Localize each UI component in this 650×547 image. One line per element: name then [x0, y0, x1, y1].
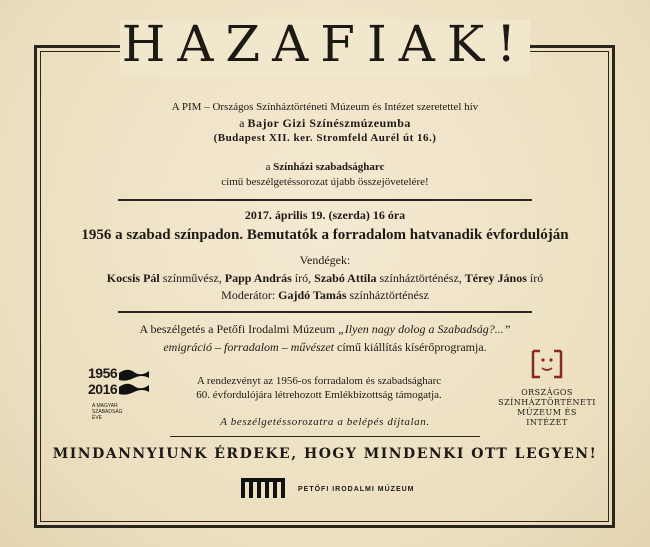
intro-line-1: A PIM – Országos Színháztörténeti Múzeum és Intézet szeretettel hív: [171, 101, 479, 113]
slogan: MINDANNYIUNK ÉRDEKE, HOGY MINDENKI OTT LEGYEN!: [52, 446, 598, 462]
program-prefix: A beszélgetés a Petőfi Irodalmi Múzeum: [139, 322, 336, 336]
intro-line-2: [0, 116, 650, 131]
year-bottom: 2016: [88, 381, 118, 397]
guest-name: Papp András: [224, 271, 292, 285]
exhibition-subtitle: emigráció – forradalom – művészet: [163, 340, 335, 354]
support-line-1: A rendezvényt az 1956-os forradalom és szabadságharc: [196, 375, 442, 387]
program-suffix: című kiállítás kísérőprogramja.: [337, 340, 487, 354]
guests-label: Vendégek:: [299, 253, 351, 267]
guest-role: író,: [294, 271, 312, 285]
moderator-role: színháztörténész: [349, 288, 429, 302]
pim-logo-icon: [239, 476, 291, 500]
guest-name: Kocsis Pál: [106, 271, 160, 285]
event-headline: 1956 a szabad színpadon. Bemutatók a forradalom hatvanadik évfordulóján: [81, 227, 569, 243]
venue-address: (Budapest XII. ker. Stromfeld Aurél út 16.): [213, 132, 437, 144]
series-line: [0, 161, 650, 173]
moderator-name: Gajdó Tamás: [278, 288, 347, 302]
series-name: Színházi szabadságharc: [273, 161, 385, 173]
divider-middle: [118, 311, 532, 313]
pim-logo-text: PETŐFI IRODALMI MÚZEUM: [298, 486, 415, 493]
venue-name: Bajor Gizi Színészmúzeumba: [247, 116, 411, 130]
museum-text-line: INTÉZET: [526, 418, 568, 427]
program-line-1: [0, 322, 650, 337]
moderator-label: Moderátor:: [221, 288, 276, 302]
guest-role: színháztörténész,: [379, 271, 462, 285]
divider-top: [118, 199, 532, 201]
guests-list: [0, 271, 650, 286]
guest-name: Térey János: [464, 271, 527, 285]
series-suffix: című beszélgetéssorozat újabb összejövetelére!: [221, 176, 429, 188]
intro-prefix: a: [239, 116, 245, 130]
museum-text-line: MÚZEUM ÉS: [517, 408, 577, 417]
year-top: 1956: [88, 365, 118, 381]
guest-name: Szabó Attila: [314, 271, 377, 285]
logo-1956-caption: A MAGYAR SZABADSÁG ÉVE: [92, 403, 123, 421]
museum-logo-icon: [530, 349, 564, 379]
museum-text-line: ORSZÁGOS: [521, 388, 573, 397]
museum-text-line: SZÍNHÁZTÖRTÉNETI: [498, 398, 596, 407]
poster-title: HAZAFIAK!: [121, 15, 529, 73]
guest-role: színművész,: [162, 271, 222, 285]
support-line-2: 60. évfordulójára létrehozott Emlékbizottság támogatja.: [196, 389, 442, 401]
moderator-line: [0, 288, 650, 303]
divider-bottom: [170, 436, 480, 437]
admission-note: A beszélgetéssorozatra a belépés díjtalan.: [220, 416, 430, 428]
guest-role: író: [529, 271, 544, 285]
event-date: 2017. április 19. (szerda) 16 óra: [244, 208, 406, 222]
series-prefix: a: [265, 161, 271, 173]
exhibition-title: „Ilyen nagy dolog a Szabadság?...”: [338, 322, 511, 336]
